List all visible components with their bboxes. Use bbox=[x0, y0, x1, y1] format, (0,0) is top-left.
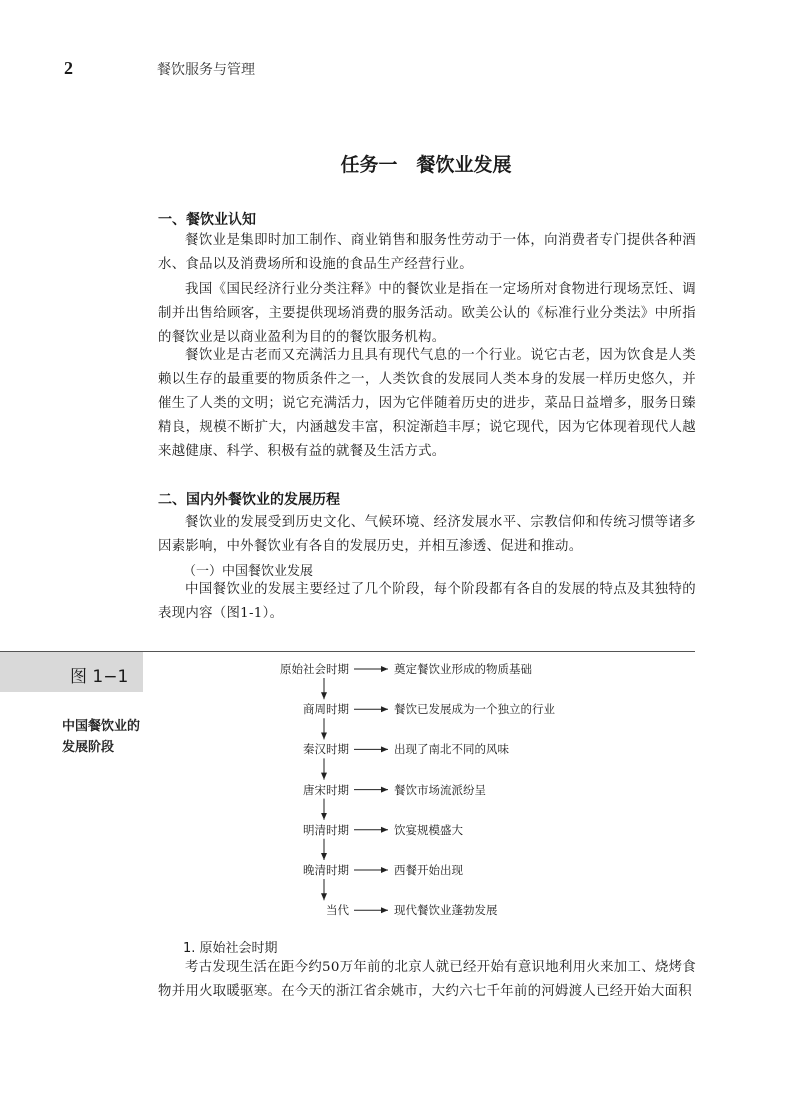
flow-stage-desc: 餐饮市场流派纷呈 bbox=[394, 782, 486, 797]
section2-intro: 餐饮业的发展受到历史文化、气候环境、经济发展水平、宗教信仰和传统习惯等诸多因素影响，中外餐饮业有各自的发展历史，并相互渗透、促进和推动。 bbox=[158, 515, 696, 554]
flow-stage-desc: 奠定餐饮业形成的物质基础 bbox=[394, 662, 532, 676]
section1-paragraph: 餐饮业是集即时加工制作、商业销售和服务性劳动于一体，向消费者专门提供各种酒水、食品以及消费场所和设施的食品生产经营行业。 bbox=[158, 233, 696, 272]
flow-stage-desc: 出现了南北不同的风味 bbox=[394, 742, 509, 757]
flow-stage-era: 明清时期 bbox=[303, 822, 349, 837]
flow-stage-era: 原始社会时期 bbox=[280, 662, 349, 676]
subsection1-paragraph: 考古发现生活在距今约50万年前的北京人就已经开始有意识地利用火来加工、烧烤食物并用火取暖驱寒。在今天的浙江省余姚市，大约六七千年前的河姆渡人已经开始大面积 bbox=[158, 960, 696, 999]
flow-stage-desc: 餐饮已发展成为一个独立的行业 bbox=[394, 702, 555, 717]
figure-label: 图 1−1 bbox=[70, 667, 129, 687]
flow-stage-era: 当代 bbox=[326, 903, 349, 918]
flow-stage-desc: 现代餐饮业蓬勃发展 bbox=[394, 903, 498, 918]
section2-sub-intro: 中国餐饮业的发展主要经过了几个阶段，每个阶段都有各自的发展的特点及其独特的表现内容（图1-1）。 bbox=[158, 582, 696, 621]
flow-stage-era: 唐宋时期 bbox=[303, 782, 349, 797]
section1-heading: 一、餐饮业认知 bbox=[158, 212, 256, 228]
flow-stage-desc: 西餐开始出现 bbox=[394, 863, 463, 877]
section2-heading: 二、国内外餐饮业的发展历程 bbox=[158, 492, 340, 508]
page-number: 2 bbox=[64, 58, 73, 78]
subsection-heading: （一）中国餐饮业发展 bbox=[183, 564, 314, 579]
section1-paragraph: 餐饮业是古老而又充满活力且具有现代气息的一个行业。说它古老，因为饮食是人类赖以生存的最重要的物质条件之一，人类饮食的发展同人类本身的发展一样历史悠久，并催生了人类的文明；说它充满活力，因为它伴随着历史的进步，菜品日益增多，服务日臻精良，规模不断扩大，内涵越发丰富，积淀渐趋丰厚；说它现代，因为它体现着现代人越来越健康、科学、积极有益的就餐及生活方式。 bbox=[158, 348, 696, 459]
subsection1-heading: 1. 原始社会时期 bbox=[183, 941, 278, 956]
flow-stage-era: 秦汉时期 bbox=[303, 742, 349, 757]
section1-paragraph: 我国《国民经济行业分类注释》中的餐饮业是指在一定场所对食物进行现场烹饪、调制并出售给顾客，主要提供现场消费的服务活动。欧美公认的《标准行业分类法》中所指的餐饮业是以商业盈利为目的的餐饮服务机构。 bbox=[158, 282, 696, 345]
task-title: 任务一 餐饮业发展 bbox=[340, 154, 512, 176]
figure-caption: 中国餐饮业的发展阶段 bbox=[62, 719, 141, 755]
flow-stage-era: 晚清时期 bbox=[303, 863, 349, 877]
running-title: 餐饮服务与管理 bbox=[157, 62, 255, 78]
flow-stage-era: 商周时期 bbox=[303, 702, 349, 717]
flow-stage-desc: 饮宴规模盛大 bbox=[394, 822, 463, 837]
